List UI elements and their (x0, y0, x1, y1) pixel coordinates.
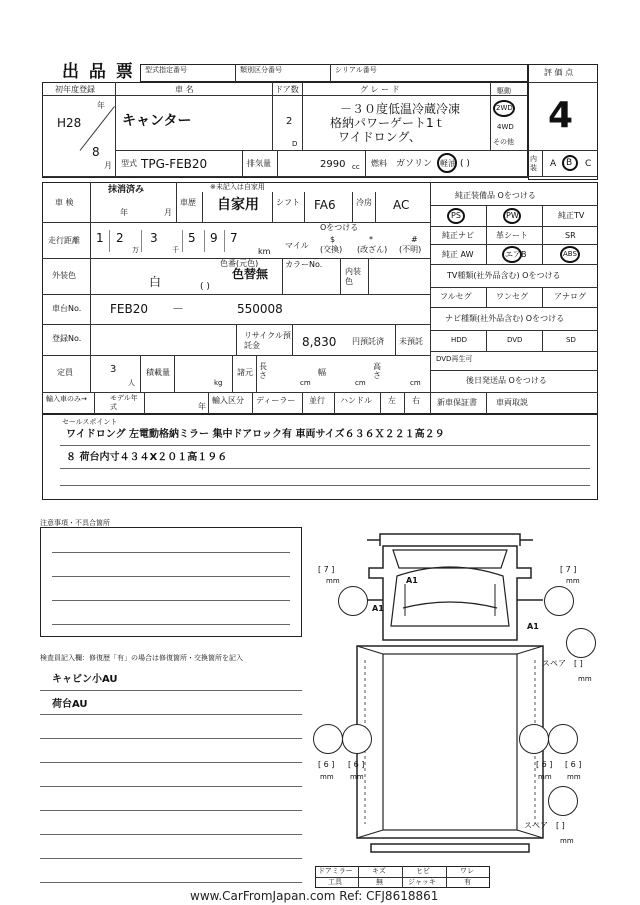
import-only-label: 輸入車のみ→ (46, 395, 87, 403)
new-warranty: 新車保証書 (437, 398, 477, 407)
drive-other: その他 (493, 138, 514, 146)
tv-full-seg: フルセグ (440, 292, 472, 301)
fuel-gasoline: ガソリン (396, 159, 433, 169)
ac-value: AC (393, 198, 410, 212)
mileage-exchange: (交換) (320, 245, 343, 254)
mileage-man: 万 (132, 246, 139, 254)
a1-label-right: A1 (527, 622, 539, 631)
frame-number: 550008 (237, 302, 283, 316)
length-cm: cm (300, 379, 311, 387)
mile-label: マイル (285, 241, 309, 250)
shift-label: シフト (276, 198, 300, 207)
sales-point-line2: ８ 荷台内寸４３４X２０１高１９６ (66, 452, 228, 463)
type-label: 型式 (121, 159, 137, 168)
import-dealer: ディーラー (256, 396, 296, 405)
grade-line3: ワイドロング、 (338, 130, 421, 144)
tread-front-left: [ 7 ] (318, 565, 335, 574)
drive-4wd: 4WD (497, 123, 514, 131)
equip-airbag: エアB (505, 250, 527, 259)
interior-b: B (566, 158, 573, 168)
mileage-unknown: (不明) (399, 245, 422, 254)
caution-label: 注意事項・不具合箇所 (40, 519, 110, 527)
inspection-month: 月 (164, 208, 172, 217)
steering-right: 右 (412, 396, 420, 405)
inspection-status: 抹消済み (108, 185, 145, 195)
tread-rear-3-mm: mm (538, 773, 552, 781)
length-label: 長さ (259, 362, 267, 380)
mileage-digit-5: 9 (210, 231, 218, 245)
tv-analog: アナログ (554, 292, 586, 301)
inspection-label: 車 検 (55, 198, 74, 207)
spare-bracket-1: [ ] (574, 659, 583, 668)
recycle-label: リサイクル預託金 (244, 331, 291, 350)
title-id-row (140, 64, 528, 82)
load-label: 積載量 (146, 368, 170, 377)
load-unit: kg (214, 379, 223, 387)
spare-tire-1 (566, 628, 596, 658)
history-label: 車歴 (180, 198, 196, 207)
grade-line2: 格納パワーゲート1ｔ (330, 116, 446, 130)
mileage-km: km (258, 247, 271, 256)
tread-rear-2: [ 6 ] (348, 760, 365, 769)
first-reg-label: 初年度登録 (55, 85, 95, 94)
cc-unit: cc (352, 163, 360, 171)
model-year-unit: 年 (198, 402, 206, 411)
first-reg-year: H28 (57, 116, 82, 130)
wheel-rear-right-outer (548, 724, 578, 754)
tv-one-seg: ワンセグ (496, 292, 528, 301)
grade-line1: －３０度低温冷蔵冷凍 (340, 102, 461, 116)
registration-label: 登録No. (52, 334, 82, 343)
dims-label: 諸元 (237, 368, 253, 377)
mileage-digit-3: 3 (150, 231, 158, 245)
wheel-rear-left-inner (342, 724, 372, 754)
displacement-label: 排気量 (247, 159, 271, 168)
asterisk-sign: * (369, 235, 373, 244)
equip-pw: PW (506, 211, 519, 220)
import-parallel: 並行 (309, 396, 325, 405)
sheet-title: 出 品 票 (62, 62, 135, 82)
legend-h0: ドアミラー (318, 867, 353, 875)
frame-dash: － (172, 302, 185, 316)
equip-oem-tv: 純正TV (558, 211, 585, 220)
inspection-year: 年 (120, 208, 128, 217)
mileage-modified: (改ざん) (357, 245, 388, 254)
sales-point-line1: ワイドロング 左電動格納ミラー 集中ドアロック有 車両サイズ６３６Ｘ２２１高２９ (66, 429, 445, 440)
width-label: 幅 (318, 368, 326, 377)
frame-prefix: FEB20 (110, 302, 148, 316)
color-code: 色替無 (232, 267, 269, 281)
frame-label: 車台No. (52, 304, 82, 313)
spare-tire-2 (548, 786, 578, 816)
tread-rear-4-mm: mm (567, 773, 581, 781)
hash-sign: # (411, 235, 418, 244)
model-cert-label: 型式指定番号 (145, 66, 187, 74)
drive-label: 駆動 (497, 87, 511, 95)
tread-front-left-mm: mm (326, 577, 340, 585)
doors-suffix: D (292, 140, 298, 148)
wheel-rear-left-outer (313, 724, 343, 754)
doors-label: ドア数 (275, 85, 299, 94)
serial-label: シリアル番号 (335, 66, 377, 74)
capacity-value: 3 (110, 364, 117, 375)
navi-title: ナビ種類(社外品含む) Oをつける (445, 314, 565, 323)
spare-bracket-2: [ ] (556, 821, 565, 830)
aftermarket-title: 後日発送品 Oをつける (466, 376, 547, 385)
type-value: TPG-FEB20 (141, 157, 208, 171)
oem-title: 純正装備品 Oをつける (455, 191, 536, 200)
steering-left: 左 (388, 396, 396, 405)
color-code-label: 色番(元色) (220, 259, 259, 268)
spare-label-2: スペア (524, 821, 548, 830)
legend-h1: キズ (372, 867, 386, 875)
capacity-label: 定員 (57, 368, 73, 377)
fuel-diesel: 軽油 (440, 159, 456, 168)
navi-dvd: DVD (507, 336, 523, 344)
capacity-unit: 人 (128, 379, 135, 387)
color-paren: ( ) (200, 282, 210, 292)
color-no-label: カラーNo. (285, 260, 323, 269)
year-label: 年 (97, 101, 105, 110)
legend-v3: 有 (464, 878, 471, 886)
car-name: キャンター (122, 113, 192, 129)
a1-label-left: A1 (372, 604, 384, 613)
mileage-digit-6: 7 (230, 231, 238, 245)
watermark-text: www.CarFromJapan.com Ref: CFJ8618861 (190, 889, 439, 903)
recycle-value: 8,830 (302, 335, 337, 349)
color-label: 外装色 (52, 271, 76, 280)
legend-h2: ヒビ (416, 867, 430, 875)
width-cm: cm (355, 379, 366, 387)
equip-sr: SR (565, 231, 576, 240)
shift-value: FA6 (314, 198, 336, 212)
dollar-sign: $ (330, 235, 336, 244)
spare-mm-1: mm (578, 675, 592, 683)
recycle-unit: 円預託済 (352, 337, 384, 346)
exterior-color: 白 (149, 275, 162, 289)
ac-label: 冷房 (356, 198, 372, 207)
mileage-digit-2: 2 (116, 231, 124, 245)
displacement-value: 2990 (320, 159, 346, 170)
tread-front-right: [ 7 ] (560, 565, 577, 574)
sales-point-label: セールスポイント (62, 418, 118, 426)
doors-value: 2 (286, 116, 293, 127)
vehicle-manual: 車両取説 (496, 398, 528, 407)
interior-c: C (585, 159, 592, 169)
rating-label: 評 価 点 (544, 68, 574, 77)
model-year-label: モデル年式 (110, 394, 138, 411)
interior-a: A (550, 159, 557, 169)
equip-leather: 革シート (496, 231, 528, 240)
fuel-label: 燃料 (371, 159, 387, 168)
tread-rear-4: [ 6 ] (565, 760, 582, 769)
tread-rear-3: [ 6 ] (536, 760, 553, 769)
equip-oem-navi: 純正ナビ (442, 231, 474, 240)
wheel-rear-right-inner (519, 724, 549, 754)
inspector-note2: 荷台AU (52, 699, 88, 710)
tread-front-right-mm: mm (566, 577, 580, 585)
tread-rear-1: [ 6 ] (318, 760, 335, 769)
tv-title: TV種類(社外品含む) Oをつける (447, 271, 561, 280)
interior-label: 内装 (530, 155, 537, 172)
import-type-label: 輸入区分 (212, 396, 244, 405)
dvd-playback: DVD再生可 (436, 355, 473, 363)
spare-mm-2: mm (560, 837, 574, 845)
month-label: 月 (104, 161, 112, 170)
category-label: 類別区分番号 (240, 66, 282, 74)
equip-abs: ABS (563, 250, 577, 258)
interior-color-label: 内装色 (345, 267, 361, 286)
navi-hdd: HDD (451, 336, 468, 344)
history-value: 自家用 (217, 197, 259, 213)
caution-box (40, 527, 302, 637)
a1-label-cab: A1 (406, 576, 418, 585)
equip-ps: PS (451, 211, 461, 220)
inspector-note1: キャビン小AU (52, 674, 118, 685)
grade-label: グ レ ー ド (360, 85, 400, 94)
spare-label-1: スペア (542, 659, 566, 668)
mileage-circle-note: Oをつける (320, 223, 359, 232)
not-deposited: 未預託 (399, 337, 423, 346)
mileage-sen: 千 (172, 246, 179, 254)
steering-label: ハンドル (340, 396, 372, 405)
mileage-digit-1: 1 (96, 231, 104, 245)
mileage-label: 走行距離 (48, 236, 80, 245)
legend-v1: 無 (376, 878, 383, 886)
legend-h3: ワレ (460, 867, 474, 875)
equip-oem-aw: 純正 AW (442, 250, 474, 259)
history-note: ※未記入は自家用 (210, 183, 265, 191)
rating-value: 4 (548, 95, 574, 136)
tread-rear-2-mm: mm (350, 773, 364, 781)
tread-rear-1-mm: mm (320, 773, 334, 781)
wheel-front-left (338, 586, 368, 616)
wheel-front-right (544, 586, 574, 616)
inspector-label: 検査員記入欄：修復歴「有」の場合は修復箇所・交換箇所を記入 (40, 654, 243, 662)
height-label: 高さ (373, 362, 381, 380)
mileage-digit-4: 5 (188, 231, 196, 245)
height-cm: cm (410, 379, 421, 387)
drive-2wd: 2WD (496, 104, 513, 112)
car-name-label: 車 名 (175, 85, 194, 94)
fuel-paren: ( ) (460, 159, 470, 169)
legend-v2: ジャッキ (408, 878, 436, 886)
navi-sd: SD (566, 336, 576, 344)
legend-v0: 工具 (328, 878, 342, 886)
first-reg-month: 8 (92, 145, 100, 159)
